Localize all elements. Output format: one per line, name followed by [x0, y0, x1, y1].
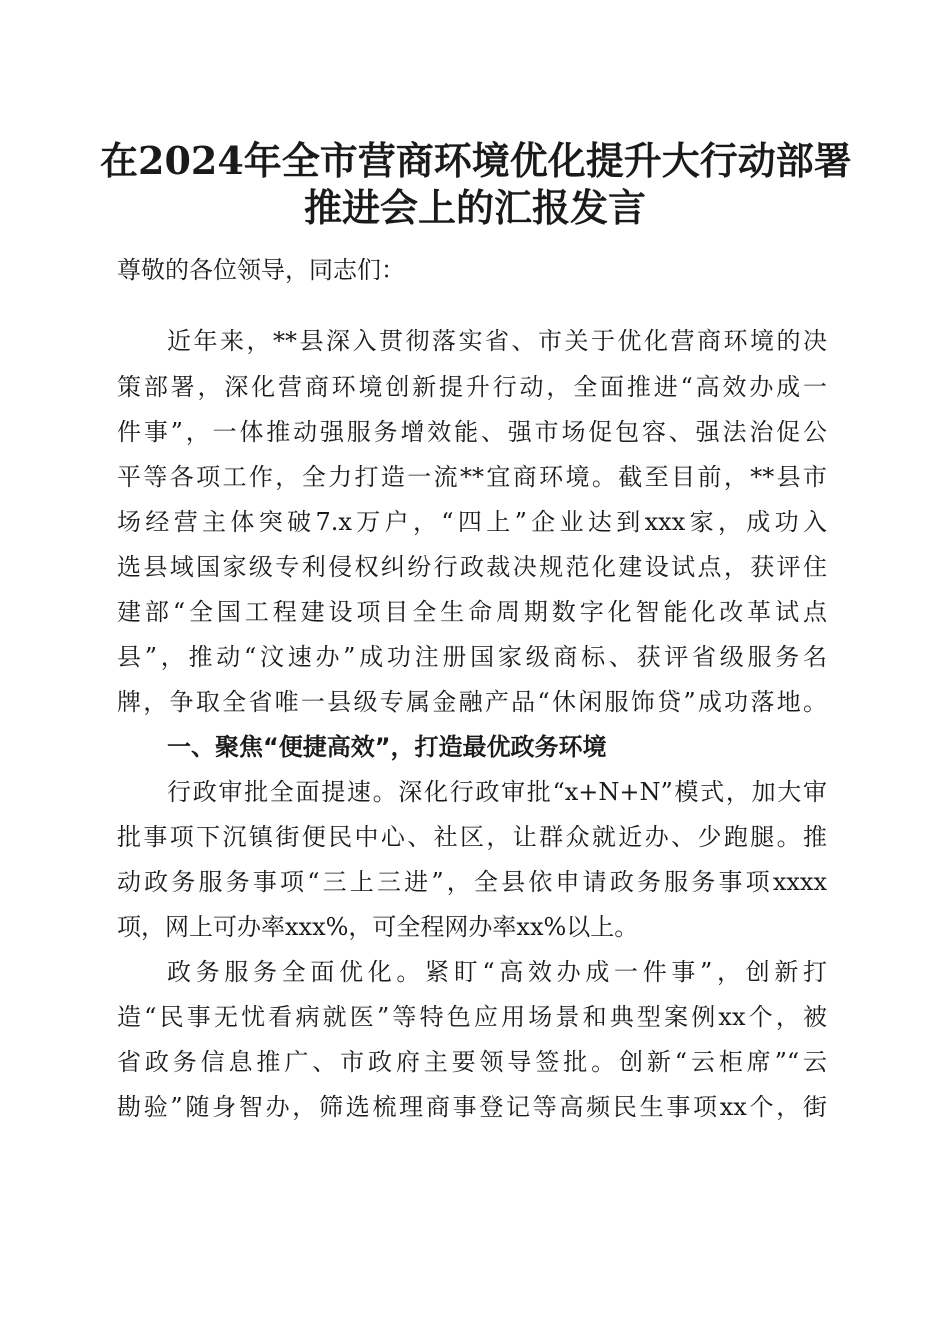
- paragraph-line: 平等各项工作，全力打造一流**宜商环境。截至目前，**县市: [117, 463, 827, 491]
- paragraph-line: 批事项下沉镇街便民中心、社区，让群众就近办、少跑腿。推: [117, 823, 827, 851]
- paragraph-line: 勘验”随身智办，筛选梳理商事登记等高频民生事项xx个，街: [117, 1093, 827, 1121]
- paragraph-line: 行政审批全面提速。深化行政审批“x+N+N”模式，加大审: [167, 778, 827, 806]
- salutation: 尊敬的各位领导，同志们：: [117, 256, 405, 284]
- paragraph-line: 造“民事无忧看病就医”等特色应用场景和典型案例xx个，被: [117, 1003, 827, 1031]
- paragraph-line: 近年来，**县深入贯彻落实省、市关于优化营商环境的决: [167, 327, 827, 355]
- paragraph-line: 动政务服务事项“三上三进”，全县依申请政务服务事项xxxx: [117, 868, 827, 896]
- paragraph-line: 件事”，一体推动强服务增效能、强市场促包容、强法治促公: [117, 418, 827, 446]
- paragraph-line: 策部署，深化营商环境创新提升行动，全面推进“高效办成一: [117, 373, 827, 401]
- paragraph-line: 县”，推动“汶速办”成功注册国家级商标、获评省级服务名: [117, 643, 827, 671]
- paragraph-line: 场经营主体突破7.x万户，“四上”企业达到xxx家，成功入: [117, 508, 827, 536]
- paragraph-line: 建部“全国工程建设项目全生命周期数字化智能化改革试点: [117, 598, 827, 626]
- paragraph-line: 省政务信息推广、市政府主要领导签批。创新“云柜席”“云: [117, 1048, 827, 1076]
- paragraph-line: 选县域国家级专利侵权纠纷行政裁决规范化建设试点，获评住: [117, 553, 827, 581]
- section-heading: 一、聚焦“便捷高效”，打造最优政务环境: [167, 733, 607, 761]
- paragraph-line: 政务服务全面优化。紧盯“高效办成一件事”，创新打: [167, 958, 827, 986]
- paragraph-line: 项，网上可办率xxx%，可全程网办率xx%以上。: [117, 913, 639, 941]
- document-title-line-2: 推进会上的汇报发言: [303, 185, 646, 230]
- paragraph-line: 牌，争取全省唯一县级专属金融产品“休闲服饰贷”成功落地。: [117, 688, 827, 716]
- document-title-line-1: 在2024年全市营商环境优化提升大行动部署: [100, 138, 852, 183]
